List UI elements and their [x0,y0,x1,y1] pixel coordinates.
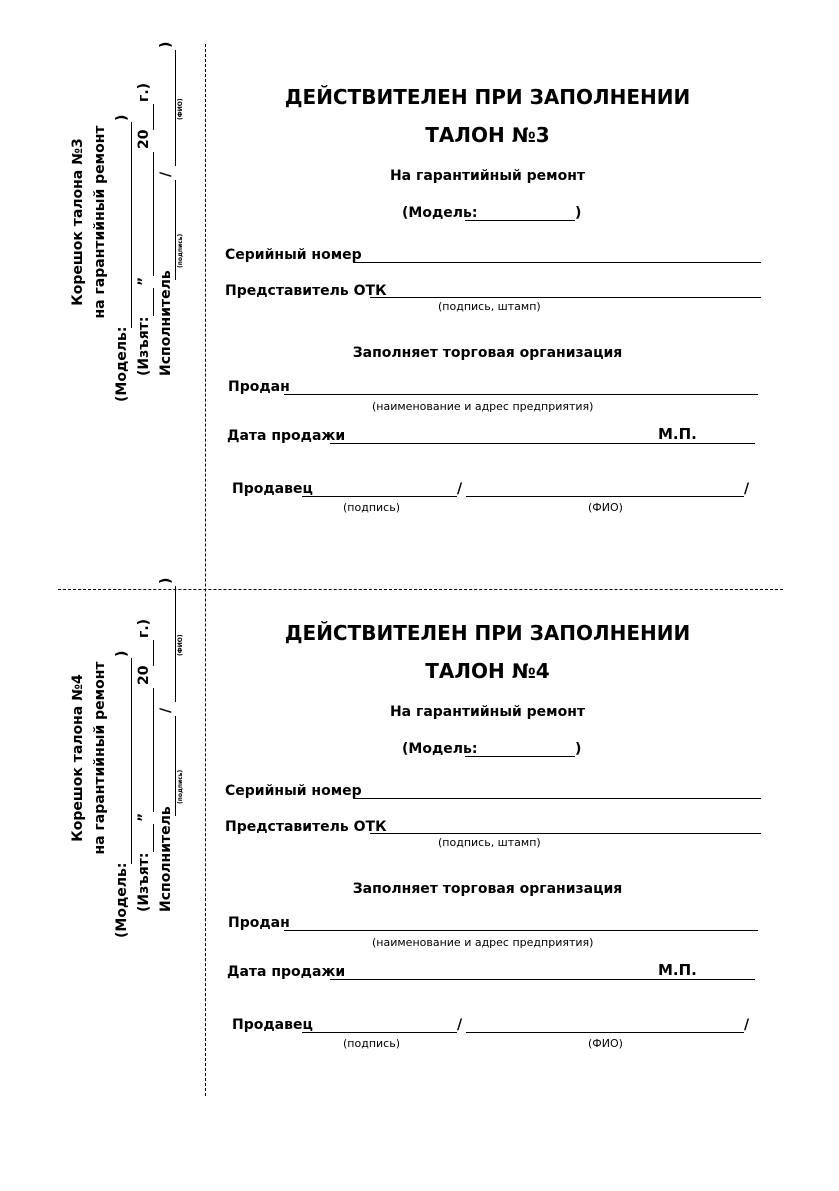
stub-title: Корешок талона №3 [70,138,86,306]
otk-hint: (подпись, штамп) [438,300,541,313]
sold-hint: (наименование и адрес предприятия) [372,936,594,949]
seller-label: Продавец [232,481,313,497]
sold-label: Продан [228,915,290,931]
stub-close-paren: ) [158,577,174,584]
stub-model-field[interactable] [131,658,132,864]
sold-field[interactable] [284,930,758,931]
serial-number-field[interactable] [353,798,761,799]
stub-executor-label: Исполнитель [158,806,174,912]
sale-date-label: Дата продажи [227,428,346,444]
ticket-title: ТАЛОН №3 [425,123,550,147]
sold-hint: (наименование и адрес предприятия) [372,400,594,413]
ticket-4 [0,536,839,1076]
sale-date-field[interactable] [330,443,755,444]
stub-close-paren: ) [158,41,174,48]
stub-removed-label: (Изъят: [136,316,152,376]
seller-slash: / [457,481,463,497]
otk-field[interactable] [370,297,761,298]
stub-executor-fio-field[interactable] [175,586,176,702]
seller-fio-field[interactable] [466,1032,744,1033]
serial-number-label: Серийный номер [225,783,362,799]
model-field[interactable] [465,220,575,221]
stub-year-suffix: г.) [136,618,152,638]
serial-number-label: Серийный номер [225,247,362,263]
stub-year-prefix: 20 [136,129,152,149]
stub-year-field[interactable] [153,104,154,130]
otk-hint: (подпись, штамп) [438,836,541,849]
stub-slash: / [158,707,174,713]
seller-fio-field[interactable] [466,496,744,497]
seller-signature-hint: (подпись) [343,1037,400,1050]
seller-end-slash: / [744,1017,750,1033]
validity-heading: ДЕЙСТВИТЕЛЕН ПРИ ЗАПОЛНЕНИИ [284,621,691,645]
seller-signature-field[interactable] [302,1032,457,1033]
stamp-label: М.П. [658,961,697,979]
stub-model-row [114,42,136,402]
trade-section-heading: Заполняет торговая организация [352,881,623,897]
stub-removed-row [136,42,158,402]
stub-model-field[interactable] [131,122,132,328]
ticket-title: ТАЛОН №4 [425,659,550,683]
ticket-stub [48,578,188,938]
stub-month-field[interactable] [153,688,154,812]
stub-model-close: ) [114,650,130,657]
ticket-purpose: На гарантийный ремонт [389,168,586,184]
otk-label: Представитель ОТК [225,283,387,299]
stub-year-field[interactable] [153,640,154,666]
seller-end-slash: / [744,481,750,497]
stub-day-field[interactable] [153,288,154,316]
model-close: ) [575,205,582,221]
stub-fio-hint: (ФИО) [177,98,184,120]
stub-signature-hint: (подпись) [177,769,184,804]
ticket-stub [48,42,188,402]
stub-day-field[interactable] [153,824,154,852]
stub-quote: ” [136,812,152,822]
stub-removed-label: (Изъят: [136,852,152,912]
otk-field[interactable] [370,833,761,834]
stub-fio-hint: (ФИО) [177,634,184,656]
stub-quote: ” [136,276,152,286]
stub-signature-hint: (подпись) [177,233,184,268]
seller-signature-hint: (подпись) [343,501,400,514]
model-field[interactable] [465,756,575,757]
model-close: ) [575,741,582,757]
stub-slash: / [158,171,174,177]
stub-title: Корешок талона №4 [70,674,86,842]
stub-removed-row [136,578,158,938]
sale-date-label: Дата продажи [227,964,346,980]
stub-executor-row [158,41,184,402]
validity-heading: ДЕЙСТВИТЕЛЕН ПРИ ЗАПОЛНЕНИИ [284,85,691,109]
seller-fio-hint: (ФИО) [588,1037,623,1050]
stub-executor-fio-field[interactable] [175,50,176,166]
sale-date-field[interactable] [330,979,755,980]
serial-number-field[interactable] [353,262,761,263]
stub-subtitle: на гарантийный ремонт [92,125,108,319]
model-label: (Модель: [402,205,478,221]
stub-model-row [114,578,136,938]
stub-executor-row [158,577,184,938]
seller-slash: / [457,1017,463,1033]
ticket-3 [0,0,839,540]
otk-label: Представитель ОТК [225,819,387,835]
stub-subtitle: на гарантийный ремонт [92,661,108,855]
seller-label: Продавец [232,1017,313,1033]
stub-model-label: (Модель: [114,862,130,938]
trade-section-heading: Заполняет торговая организация [352,345,623,361]
stub-month-field[interactable] [153,152,154,276]
stub-year-prefix: 20 [136,665,152,685]
stamp-label: М.П. [658,425,697,443]
stub-executor-signature-field[interactable] [175,180,176,280]
sold-field[interactable] [284,394,758,395]
stub-model-close: ) [114,114,130,121]
seller-fio-hint: (ФИО) [588,501,623,514]
stub-model-label: (Модель: [114,326,130,402]
sold-label: Продан [228,379,290,395]
stub-year-suffix: г.) [136,82,152,102]
ticket-purpose: На гарантийный ремонт [389,704,586,720]
stub-executor-signature-field[interactable] [175,716,176,816]
stub-executor-label: Исполнитель [158,270,174,376]
model-label: (Модель: [402,741,478,757]
seller-signature-field[interactable] [302,496,457,497]
